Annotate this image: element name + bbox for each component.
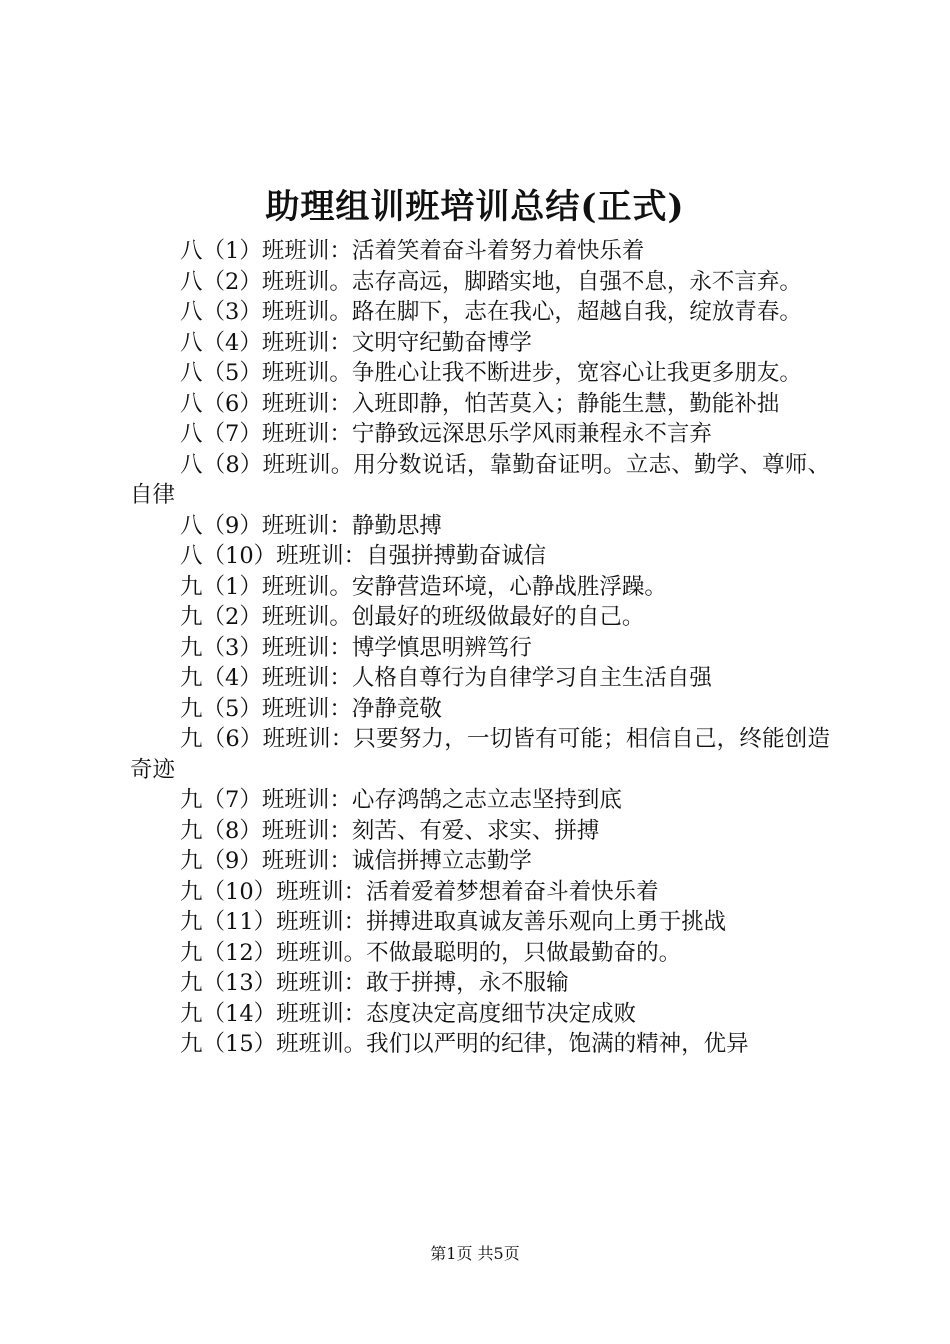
paragraph: 九（12）班班训。不做最聪明的，只做最勤奋的。 [180,939,682,966]
paragraph: 九（13）班班训：敢于拼搏，永不服输 [180,970,569,996]
paragraph: 九（1）班班训。安静营造环境，心静战胜浮躁。 [180,573,667,600]
paragraph: 八（5）班班训。争胜心让我不断进步，宽容心让我更多朋友。 [180,360,802,386]
page-footer: 第1页 共5页 [430,1244,520,1263]
paragraph: 九（15）班班训。我们以严明的纪律，饱满的精神，优异 [180,1031,749,1057]
paragraph: 九（11）班班训：拼搏进取真诚友善乐观向上勇于挑战 [180,909,727,935]
paragraph: 九（3）班班训：博学慎思明辨笃行 [180,634,532,661]
paragraph: 八（9）班班训：静勤思搏 [180,512,442,539]
paragraph: 九（8）班班训：刻苦、有爱、求实、拼搏 [180,817,600,844]
paragraph: 八（7）班班训：宁静致远深思乐学风雨兼程永不言弃 [180,421,712,447]
paragraph: 九（2）班班训。创最好的班级做最好的自己。 [180,604,645,630]
paragraph: 九（9）班班训：诚信拼搏立志勤学 [180,848,532,874]
paragraph: 八（8）班班训。用分数说话，靠勤奋证明。立志、勤学、尊师、自律 [130,451,830,508]
paragraph: 八（10）班班训：自强拼搏勤奋诚信 [180,543,547,569]
paragraph: 九（5）班班训：净静竞敬 [180,695,442,722]
paragraph: 九（4）班班训：人格自尊行为自律学习自主生活自强 [180,665,712,691]
paragraph: 九（6）班班训：只要努力，一切皆有可能；相信自己，终能创造奇迹 [130,726,830,783]
paragraph: 八（4）班班训：文明守纪勤奋博学 [180,329,532,356]
document-body [130,236,830,1060]
document-title: 助理组训班培训总结(正式) [265,187,685,227]
paragraph: 八（1）班班训：活着笑着奋斗着努力着快乐着 [180,238,645,264]
paragraph: 八（2）班班训。志存高远，脚踏实地，自强不息，永不言弃。 [180,268,802,295]
paragraph: 九（14）班班训：态度决定高度细节决定成败 [180,1000,637,1027]
paragraph: 九（10）班班训：活着爱着梦想着奋斗着快乐着 [180,878,659,905]
paragraph: 八（3）班班训。路在脚下，志在我心，超越自我，绽放青春。 [180,299,802,325]
paragraph: 九（7）班班训：心存鸿鹄之志立志坚持到底 [180,787,622,813]
paragraph: 八（6）班班训：入班即静，怕苦莫入；静能生慧，勤能补拙 [180,390,780,417]
